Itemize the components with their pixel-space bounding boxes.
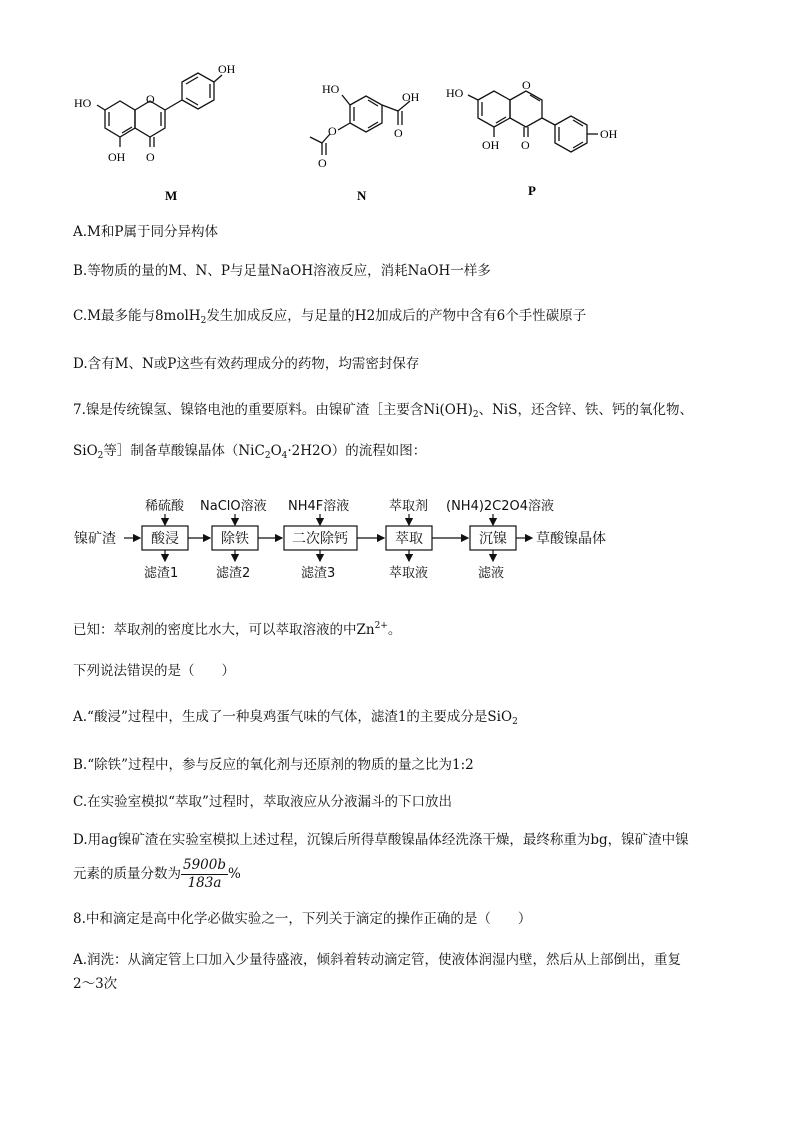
q7-option-d-line1 <box>73 830 689 850</box>
flow-step-2 <box>200 498 267 581</box>
p-ho-left: HO <box>446 86 464 100</box>
structures-figure <box>60 55 650 205</box>
q8-stem-text: 8.中和滴定是高中化学必做实验之一，下列关于滴定的操作正确的是（ ） <box>73 911 532 927</box>
n-o-ester: O <box>328 124 337 138</box>
flow-step-5-reagent: (NH4)2C2O4溶液 <box>446 499 555 514</box>
q6-option-c-pre: C.M最多能与8molH <box>73 308 201 324</box>
flow-step-5-box: 沉镍 <box>479 531 507 547</box>
q7-stem-line1 <box>73 400 693 425</box>
q8-option-a-line2 <box>73 974 117 994</box>
q7-option-d-fraction <box>181 857 228 892</box>
m-oh-bottom: OH <box>108 150 126 164</box>
q7-stem2-sub: 2 <box>97 451 104 461</box>
q7-option-a-pre: A.“酸浸”过程中，生成了一种臭鸡蛋气味的气体，滤渣1的主要成分是SiO <box>73 709 513 725</box>
flow-step-2-box: 除铁 <box>221 531 249 547</box>
flow-step-3-waste: 滤渣3 <box>301 566 336 581</box>
q6-option-b <box>73 261 491 281</box>
q7-known-post: 。 <box>387 622 402 638</box>
q7-stem1-post: 、NiS，还含锌、铁、钙的氧化物、 <box>478 402 694 418</box>
q7-option-c-text: C.在实验室模拟“萃取”过程时，萃取液应从分液漏斗的下口放出 <box>73 794 452 810</box>
q8-option-a-text1: A.润洗：从滴定管上口加入少量待盛液，倾斜着转动滴定管，使液体润湿内壁，然后从上部倒出，重复 <box>73 952 682 968</box>
q7-stem2-mid: 等］制备草酸镍晶体（NiC <box>103 443 265 459</box>
q7-known-pre: 已知：萃取剂的密度比水大，可以萃取溶液的中Zn <box>73 622 375 638</box>
flow-step-2-reagent: NaClO溶液 <box>200 499 267 514</box>
flow-output: 草酸镍晶体 <box>536 531 606 547</box>
q7-option-d-text1: D.用ag镍矿渣在实验室模拟上述过程，沉镍后所得草酸镍晶体经洗涤干燥，最终称重为bg，镍矿渣中镍 <box>73 832 689 848</box>
q6-option-d <box>73 354 419 374</box>
q6-option-a <box>73 222 218 242</box>
flow-step-1-box: 酸浸 <box>151 531 179 547</box>
q7-option-c <box>73 792 452 812</box>
q7-question <box>73 661 235 681</box>
label-p: P <box>528 183 536 198</box>
q7-stem1-sub: 2 <box>472 410 479 420</box>
m-oh-top: OH <box>218 62 236 76</box>
q7-option-d-post: % <box>228 866 241 882</box>
q7-stem2-sub2: 2 <box>264 451 271 461</box>
flow-step-1-waste: 滤渣1 <box>144 566 179 581</box>
q8-option-a-line1 <box>73 950 681 970</box>
q8-option-a-text2: 2～3次 <box>73 976 118 992</box>
q7-option-a <box>73 707 518 732</box>
q7-option-d-line2 <box>73 856 241 892</box>
p-oh-right: OH <box>600 127 618 141</box>
q6-option-b-text: B.等物质的量的M、N、P与足量NaOH溶液反应，消耗NaOH一样多 <box>73 263 491 279</box>
q7-question-text: 下列说法错误的是（ ） <box>73 663 235 679</box>
q7-stem-line2 <box>73 441 426 466</box>
q7-stem2-post: ·2H2O）的流程如图： <box>287 443 427 459</box>
flow-step-3-reagent: NH4F溶液 <box>288 499 350 514</box>
q6-option-a-text: A.M和P属于同分异构体 <box>73 224 218 240</box>
fraction-denominator: 183a <box>187 875 222 891</box>
flow-step-2-waste: 滤渣2 <box>216 566 251 581</box>
q7-option-a-sub: 2 <box>512 717 518 727</box>
label-m: M <box>165 188 178 203</box>
flow-step-4-waste: 萃取液 <box>389 566 429 581</box>
flow-step-3-box: 二次除钙 <box>292 531 348 547</box>
flow-step-5-waste: 滤液 <box>478 566 505 581</box>
m-o-ring: O <box>146 92 155 106</box>
q7-known-sup: 2+ <box>374 621 388 631</box>
flow-input: 镍矿渣 <box>74 531 116 547</box>
process-flowchart <box>70 488 630 588</box>
q7-stem2-sub3: 4 <box>281 451 288 461</box>
m-o-carbonyl: O <box>146 150 155 164</box>
q6-option-c-sub: 2 <box>200 316 207 326</box>
q6-option-c-post: 发生加成反应，与足量的H2加成后的产物中含有6个手性碳原子 <box>206 308 587 324</box>
q7-option-b <box>73 755 474 775</box>
flow-step-3 <box>284 498 357 581</box>
m-ho-left: HO <box>74 96 92 110</box>
q7-known <box>73 616 401 640</box>
q7-stem1-pre: 7.镍是传统镍氢、镍铬电池的重要原料。由镍矿渣［主要含Ni(OH) <box>73 402 473 418</box>
flow-step-1 <box>142 498 188 581</box>
structure-n <box>310 95 410 155</box>
n-o-acid: O <box>394 126 403 140</box>
q7-option-b-text: B.“除铁”过程中，参与反应的氧化剂与还原剂的物质的量之比为1:2 <box>73 757 474 773</box>
p-oh-bottom: OH <box>482 138 500 152</box>
p-o-ring: O <box>522 78 531 92</box>
q8-stem <box>73 909 531 929</box>
q7-option-d-pre: 元素的质量分数为 <box>73 866 181 882</box>
label-n: N <box>357 188 367 203</box>
q7-stem2-pre: SiO <box>73 443 98 459</box>
n-oh-acid: OH <box>402 90 420 104</box>
flow-step-4 <box>386 499 432 581</box>
q7-stem2-mid2: O <box>270 443 282 459</box>
flow-step-1-reagent: 稀硫酸 <box>145 499 185 514</box>
flow-step-4-reagent: 萃取剂 <box>389 499 429 514</box>
q6-option-d-text: D.含有M、N或P这些有效药理成分的药物，均需密封保存 <box>73 356 420 372</box>
flow-step-4-box: 萃取 <box>395 531 423 547</box>
structure-m <box>97 73 222 147</box>
q6-option-c <box>73 306 586 331</box>
p-o-carbonyl: O <box>521 138 530 152</box>
n-o-acyl: O <box>318 156 327 170</box>
fraction-numerator: 5900b <box>183 857 226 873</box>
n-ho-top: HO <box>322 82 340 96</box>
